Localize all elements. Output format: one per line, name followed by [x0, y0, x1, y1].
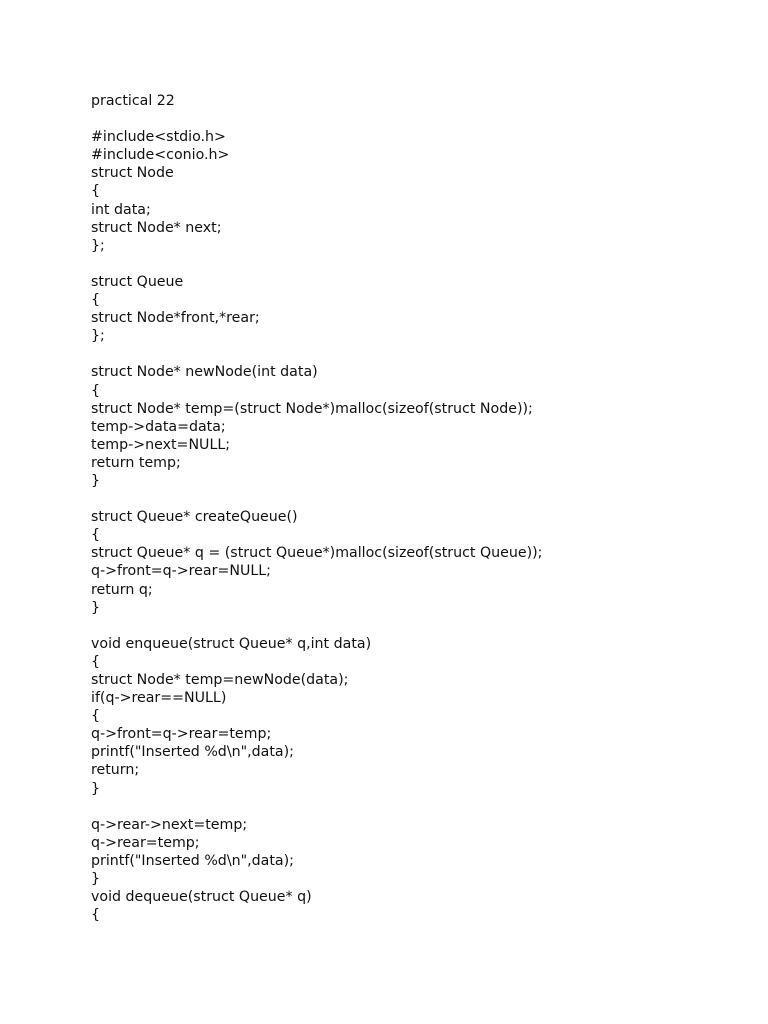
code-line: temp->next=NULL; — [91, 436, 231, 453]
document-title: practical 22 — [91, 93, 175, 109]
code-line: { — [91, 292, 101, 309]
code-line: { — [91, 653, 101, 670]
code-line: void enqueue(struct Queue* q,int data) — [91, 635, 372, 652]
code-line: struct Queue* createQueue() — [91, 509, 298, 526]
code-line: if(q->rear==NULL) — [91, 690, 227, 707]
code-line: struct Queue — [91, 273, 184, 290]
code-line: temp->data=data; — [91, 418, 226, 435]
code-line: } — [91, 780, 101, 797]
code-line: struct Node* temp=newNode(data); — [91, 672, 349, 688]
code-line: q->front=q->rear=NULL; — [91, 563, 271, 580]
code-line: q->rear=temp; — [91, 834, 200, 851]
code-line: { — [91, 708, 101, 725]
code-line: #include<stdio.h> — [91, 129, 226, 146]
code-line: struct Node* temp=(struct Node*)malloc(sizeof(struct Node)); — [91, 400, 533, 417]
code-line: q->front=q->rear=temp; — [91, 726, 272, 743]
code-line: struct Node*front,*rear; — [91, 310, 260, 327]
code-line: return; — [91, 762, 140, 779]
code-line: int data; — [91, 201, 151, 218]
code-line: struct Node* newNode(int data) — [91, 364, 318, 381]
code-line — [91, 617, 751, 635]
code-line: struct Queue* q = (struct Queue*)malloc(sizeof(struct Queue)); — [91, 545, 543, 562]
code-line — [91, 110, 751, 128]
code-line — [91, 798, 751, 816]
code-line — [91, 490, 751, 508]
code-line: printf("Inserted %d\n",data); — [91, 744, 294, 761]
code-line: void dequeue(struct Queue* q) — [91, 889, 312, 906]
code-line: }; — [91, 237, 105, 254]
code-line: struct Node* next; — [91, 219, 222, 236]
code-line: return temp; — [91, 454, 181, 471]
code-line: printf("Inserted %d\n",data); — [91, 852, 294, 869]
code-line: { — [91, 183, 101, 200]
code-line: { — [91, 527, 101, 544]
code-line: struct Node — [91, 165, 174, 182]
code-line: return q; — [91, 581, 153, 598]
document-body — [91, 92, 751, 924]
code-line: }; — [91, 328, 105, 345]
code-line: #include<conio.h> — [91, 147, 230, 164]
code-line — [91, 255, 751, 273]
code-line: } — [91, 871, 101, 888]
code-line: } — [91, 599, 101, 616]
code-line: q->rear->next=temp; — [91, 816, 248, 833]
code-line: { — [91, 382, 101, 399]
code-line: { — [91, 907, 101, 924]
code-line: } — [91, 472, 101, 489]
code-line — [91, 345, 751, 363]
